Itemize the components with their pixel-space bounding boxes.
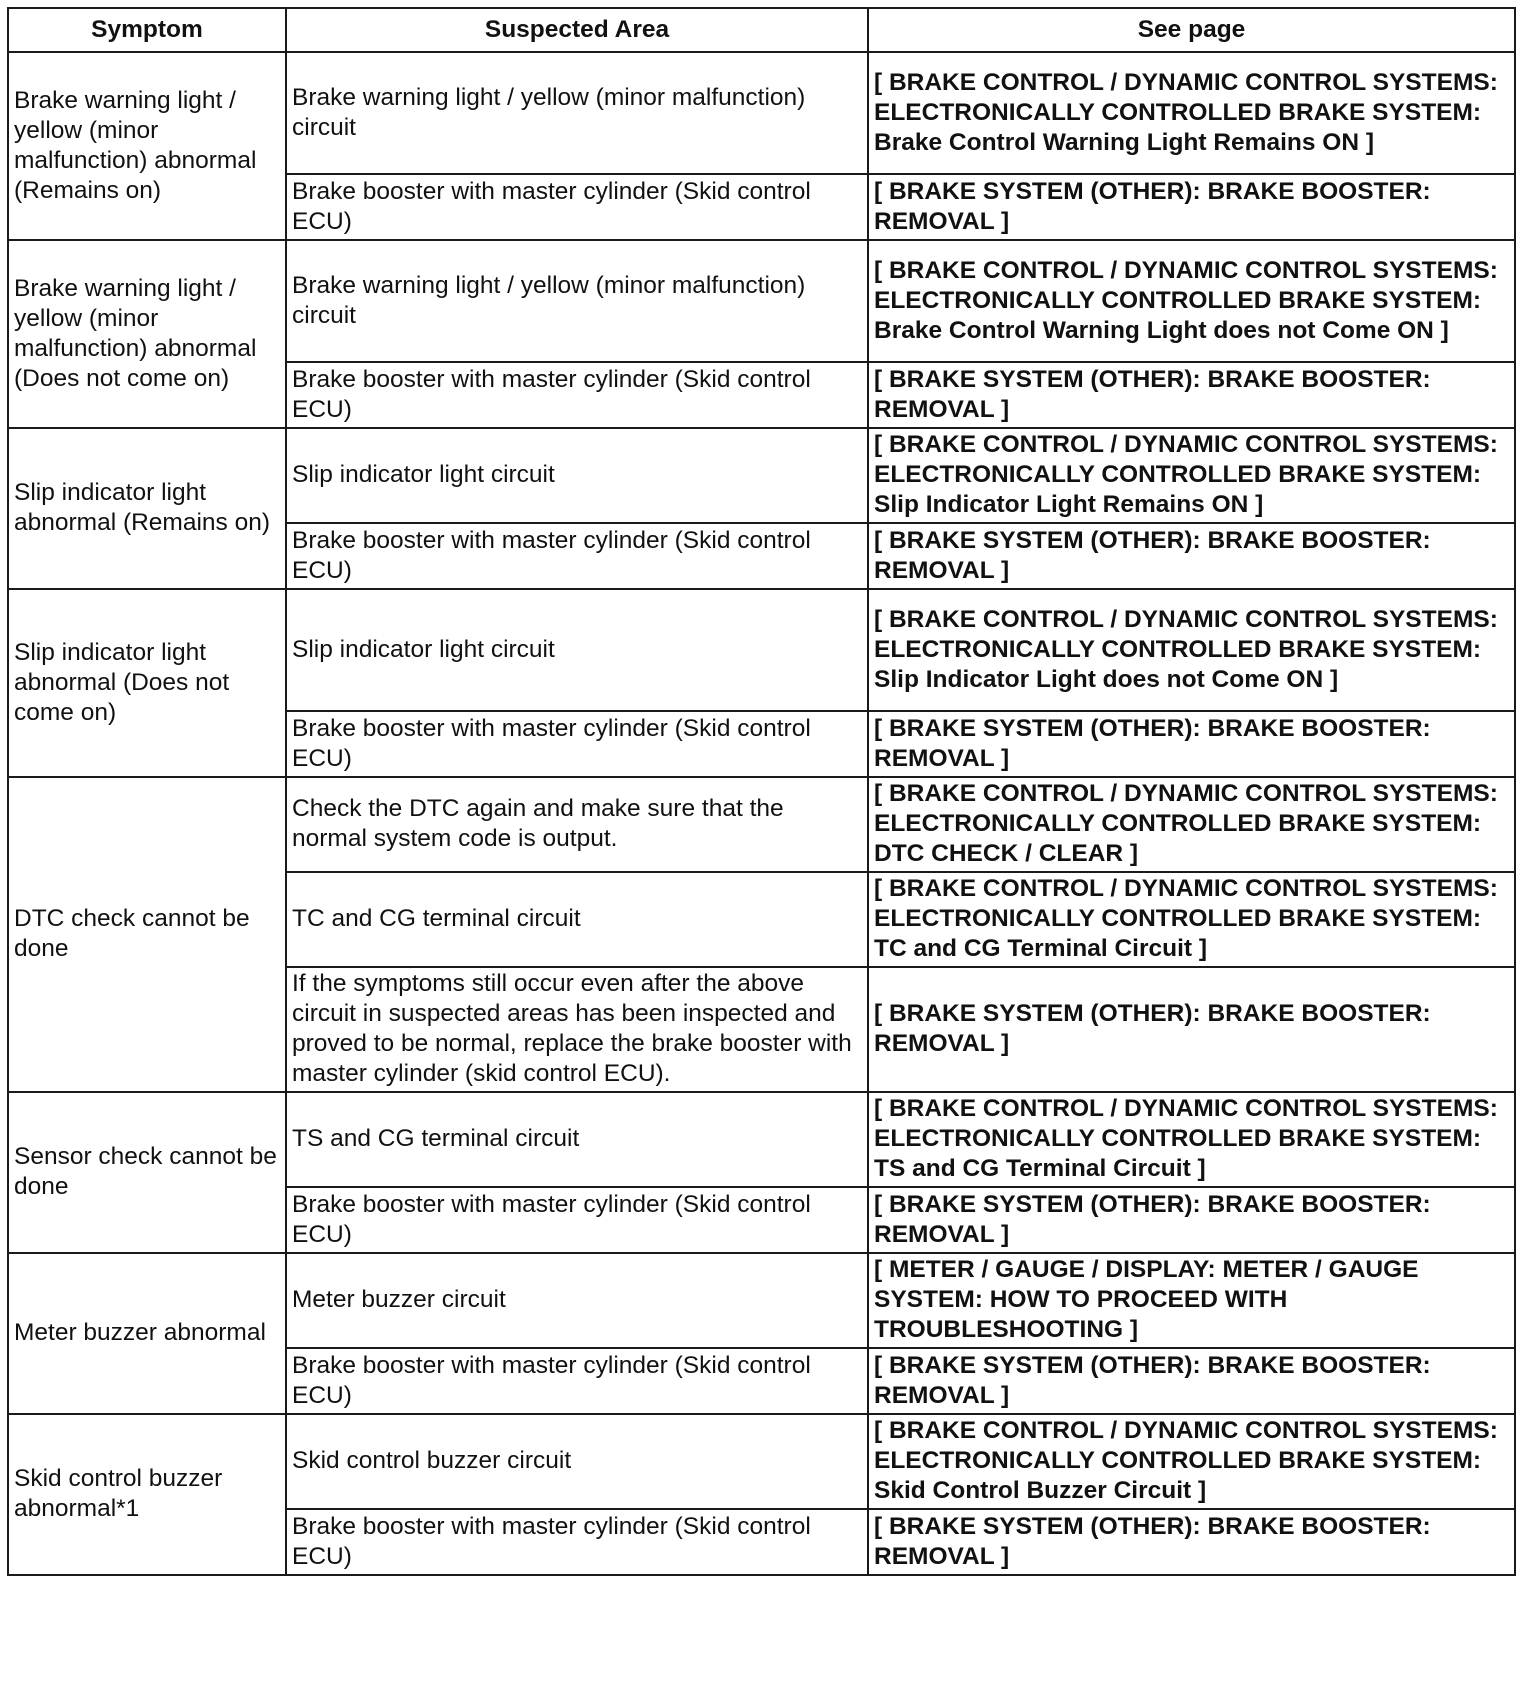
table-row [8, 1253, 1515, 1348]
see-page-link[interactable]: [ BRAKE CONTROL / DYNAMIC CONTROL SYSTEMS: ELECTRONICALLY CONTROLLED BRAKE SYSTEM: Slip Indicator Light Remains ON ] [868, 428, 1515, 523]
see-page-link[interactable]: [ BRAKE CONTROL / DYNAMIC CONTROL SYSTEMS: ELECTRONICALLY CONTROLLED BRAKE SYSTEM: Brake Control Warning Light does not Come ON ] [868, 240, 1515, 362]
symptom-cell: Brake warning light / yellow (minor malfunction) abnormal (Does not come on) [8, 240, 286, 428]
symptom-cell: DTC check cannot be done [8, 777, 286, 1092]
see-page-link[interactable]: [ BRAKE SYSTEM (OTHER): BRAKE BOOSTER: REMOVAL ] [868, 1348, 1515, 1414]
header-see-page: See page [868, 8, 1515, 52]
see-page-link[interactable]: [ BRAKE SYSTEM (OTHER): BRAKE BOOSTER: REMOVAL ] [868, 1187, 1515, 1253]
table-row [8, 777, 1515, 872]
symptom-cell: Sensor check cannot be done [8, 1092, 286, 1253]
header-symptom: Symptom [8, 8, 286, 52]
header-row [8, 8, 1515, 52]
table-row [8, 428, 1515, 523]
suspected-area-cell: TC and CG terminal circuit [286, 872, 868, 967]
suspected-area-cell: Check the DTC again and make sure that the normal system code is output. [286, 777, 868, 872]
symptom-cell: Brake warning light / yellow (minor malfunction) abnormal (Remains on) [8, 52, 286, 240]
symptom-table [7, 7, 1516, 1576]
see-page-link[interactable]: [ BRAKE CONTROL / DYNAMIC CONTROL SYSTEMS: ELECTRONICALLY CONTROLLED BRAKE SYSTEM: Slip Indicator Light does not Come ON ] [868, 589, 1515, 711]
suspected-area-cell: Brake booster with master cylinder (Skid control ECU) [286, 174, 868, 240]
symptom-cell: Slip indicator light abnormal (Does not come on) [8, 589, 286, 777]
see-page-link[interactable]: [ BRAKE SYSTEM (OTHER): BRAKE BOOSTER: REMOVAL ] [868, 523, 1515, 589]
table-row [8, 1414, 1515, 1509]
see-page-link[interactable]: [ BRAKE SYSTEM (OTHER): BRAKE BOOSTER: REMOVAL ] [868, 1509, 1515, 1575]
suspected-area-cell: Brake booster with master cylinder (Skid control ECU) [286, 362, 868, 428]
suspected-area-cell: Brake booster with master cylinder (Skid control ECU) [286, 1509, 868, 1575]
suspected-area-cell: Brake booster with master cylinder (Skid control ECU) [286, 1187, 868, 1253]
suspected-area-cell: Brake booster with master cylinder (Skid control ECU) [286, 1348, 868, 1414]
table-row [8, 589, 1515, 711]
see-page-link[interactable]: [ BRAKE CONTROL / DYNAMIC CONTROL SYSTEMS: ELECTRONICALLY CONTROLLED BRAKE SYSTEM: DTC CHECK / CLEAR ] [868, 777, 1515, 872]
see-page-link[interactable]: [ BRAKE SYSTEM (OTHER): BRAKE BOOSTER: REMOVAL ] [868, 362, 1515, 428]
suspected-area-cell: Brake booster with master cylinder (Skid control ECU) [286, 711, 868, 777]
header-suspected-area: Suspected Area [286, 8, 868, 52]
table-row [8, 52, 1515, 174]
suspected-area-cell: Skid control buzzer circuit [286, 1414, 868, 1509]
see-page-link[interactable]: [ BRAKE SYSTEM (OTHER): BRAKE BOOSTER: REMOVAL ] [868, 174, 1515, 240]
symptom-cell: Meter buzzer abnormal [8, 1253, 286, 1414]
table-row [8, 1092, 1515, 1187]
symptom-cell: Slip indicator light abnormal (Remains on) [8, 428, 286, 589]
suspected-area-cell: TS and CG terminal circuit [286, 1092, 868, 1187]
suspected-area-cell: Meter buzzer circuit [286, 1253, 868, 1348]
suspected-area-cell: Slip indicator light circuit [286, 589, 868, 711]
suspected-area-cell: Brake warning light / yellow (minor malfunction) circuit [286, 52, 868, 174]
see-page-link[interactable]: [ METER / GAUGE / DISPLAY: METER / GAUGE SYSTEM: HOW TO PROCEED WITH TROUBLESHOOTING ] [868, 1253, 1515, 1348]
see-page-link[interactable]: [ BRAKE SYSTEM (OTHER): BRAKE BOOSTER: REMOVAL ] [868, 711, 1515, 777]
see-page-link[interactable]: [ BRAKE CONTROL / DYNAMIC CONTROL SYSTEMS: ELECTRONICALLY CONTROLLED BRAKE SYSTEM: TC and CG Terminal Circuit ] [868, 872, 1515, 967]
suspected-area-cell: Slip indicator light circuit [286, 428, 868, 523]
see-page-link[interactable]: [ BRAKE CONTROL / DYNAMIC CONTROL SYSTEMS: ELECTRONICALLY CONTROLLED BRAKE SYSTEM: Skid Control Buzzer Circuit ] [868, 1414, 1515, 1509]
table-row [8, 240, 1515, 362]
see-page-link[interactable]: [ BRAKE SYSTEM (OTHER): BRAKE BOOSTER: REMOVAL ] [868, 967, 1515, 1092]
suspected-area-cell: Brake warning light / yellow (minor malfunction) circuit [286, 240, 868, 362]
suspected-area-cell: If the symptoms still occur even after the above circuit in suspected areas has been inspected and proved to be normal, replace the brake booster with master cylinder (skid control ECU). [286, 967, 868, 1092]
see-page-link[interactable]: [ BRAKE CONTROL / DYNAMIC CONTROL SYSTEMS: ELECTRONICALLY CONTROLLED BRAKE SYSTEM: Brake Control Warning Light Remains ON ] [868, 52, 1515, 174]
suspected-area-cell: Brake booster with master cylinder (Skid control ECU) [286, 523, 868, 589]
see-page-link[interactable]: [ BRAKE CONTROL / DYNAMIC CONTROL SYSTEMS: ELECTRONICALLY CONTROLLED BRAKE SYSTEM: TS and CG Terminal Circuit ] [868, 1092, 1515, 1187]
symptom-cell: Skid control buzzer abnormal*1 [8, 1414, 286, 1575]
